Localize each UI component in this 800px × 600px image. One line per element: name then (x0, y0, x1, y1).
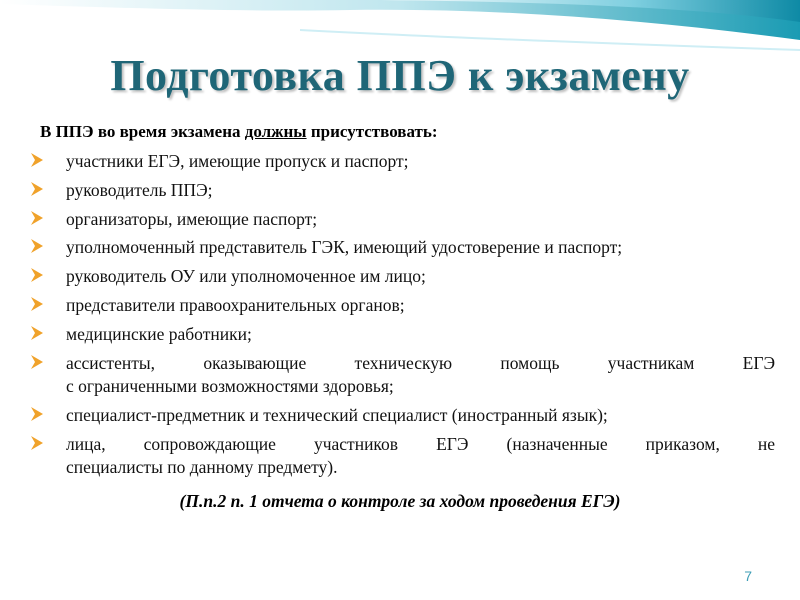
list-item-text: лица, сопровождающие участников ЕГЭ (назначенные приказом, не (66, 433, 775, 454)
list-item-text: представители правоохранительных органов; (66, 294, 405, 315)
arrow-bullet-icon (30, 181, 44, 197)
intro-line (40, 122, 438, 142)
list-item-text: ассистенты, оказывающие техническую помощь участникам ЕГЭ (66, 352, 775, 373)
list-item (30, 265, 775, 289)
list-item (30, 323, 775, 347)
list-item (30, 404, 775, 428)
list-item (30, 294, 775, 318)
list-item (30, 352, 775, 399)
list-item (30, 150, 775, 174)
slide-title: Подготовка ППЭ к экзамену (110, 51, 690, 100)
list-item (30, 179, 775, 203)
page-number: 7 (744, 568, 752, 584)
list-item-text: медицинские работники; (66, 323, 252, 344)
intro-suffix: присутствовать: (306, 122, 438, 141)
arrow-bullet-icon (30, 296, 44, 312)
list-item-text: руководитель ОУ или уполномоченное им лицо; (66, 266, 426, 287)
list-item-text: участники ЕГЭ, имеющие пропуск и паспорт; (66, 151, 409, 171)
list-item-text: руководитель ППЭ; (66, 179, 213, 200)
arrow-bullet-icon (30, 152, 44, 168)
list-item (30, 236, 775, 260)
arrow-bullet-icon (30, 325, 44, 341)
arrow-bullet-icon (30, 210, 44, 226)
arrow-bullet-icon (30, 435, 44, 451)
list-item-text-continued: с ограниченными возможностями здоровья; (66, 376, 394, 397)
arrow-bullet-icon (30, 238, 44, 254)
list-item (30, 208, 775, 232)
list-item-text: специалист-предметник и технический специалист (иностранный язык); (66, 404, 608, 425)
list-item (30, 433, 775, 480)
intro-prefix: В ППЭ во время экзамена (40, 122, 245, 141)
participants-list (30, 150, 775, 485)
list-item-text: организаторы, имеющие паспорт; (66, 208, 318, 229)
arrow-bullet-icon (30, 354, 44, 370)
intro-emphasis: должны (244, 122, 307, 141)
list-item-text-continued: специалисты по данному предмету). (66, 457, 338, 478)
source-reference: (П.п.2 п. 1 отчета о контроле за ходом проведения ЕГЭ) (179, 491, 621, 511)
arrow-bullet-icon (30, 267, 44, 283)
arrow-bullet-icon (30, 406, 44, 422)
list-item-text: уполномоченный представитель ГЭК, имеющий удостоверение и паспорт; (66, 237, 623, 258)
